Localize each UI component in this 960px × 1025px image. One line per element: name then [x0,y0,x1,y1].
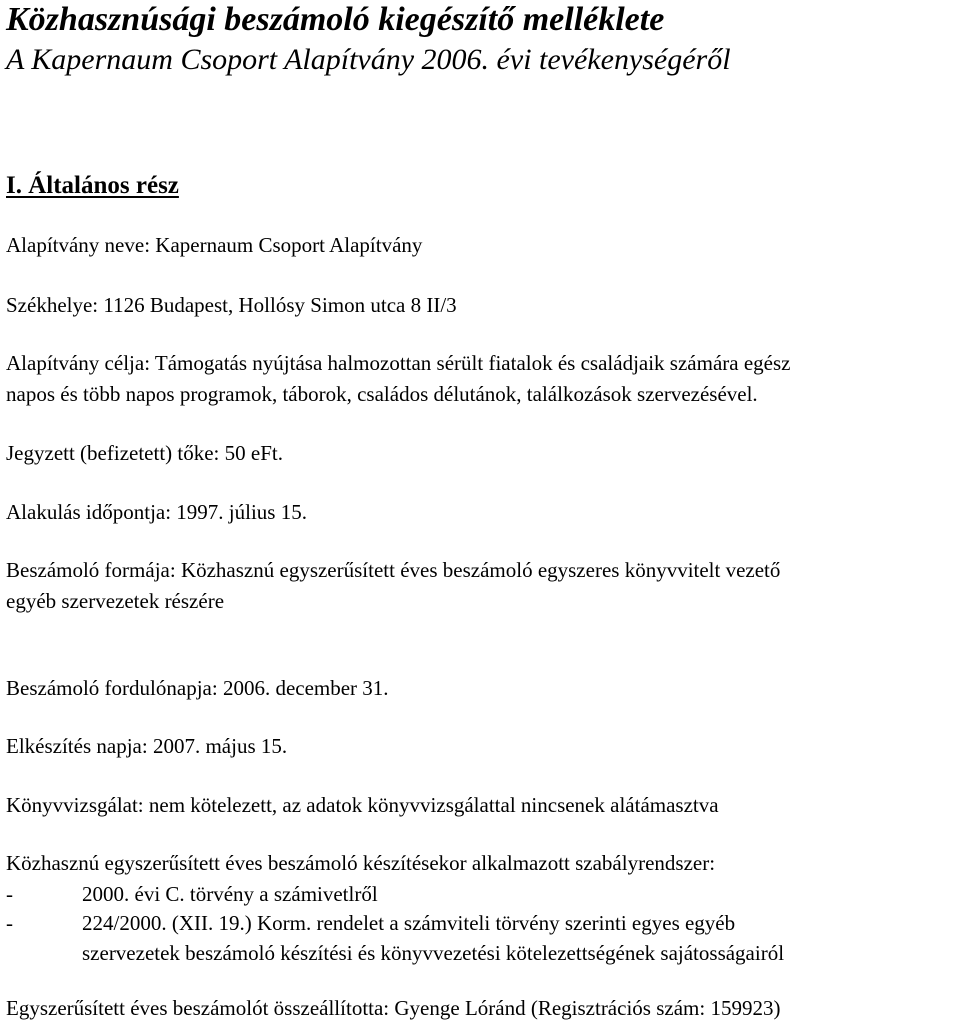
compiled-by: Egyszerűsített éves beszámolót összeállította: Gyenge Lóránd (Regisztrációs szám: 159923) [6,996,781,1020]
registered-capital: Jegyzett (befizetett) tőke: 50 eFt. [6,441,283,465]
list-item-text: 2000. évi C. törvény a számivetlről [82,882,378,906]
founding-date: Alakulás időpontja: 1997. július 15. [6,500,307,524]
audit-statement: Könyvvizsgálat: nem kötelezett, az adatok könyvvizsgálattal nincsenek alátámasztva [6,793,719,817]
list-dash: - [6,882,13,906]
section-heading-general: I. Általános rész [6,172,179,199]
list-item-text: 224/2000. (XII. 19.) Korm. rendelet a számviteli törvény szerinti egyes egyéb [82,911,736,935]
list-item [6,881,378,907]
foundation-name: Alapítvány neve: Kapernaum Csoport Alapítvány [6,233,423,257]
foundation-seat: Székhelye: 1126 Budapest, Hollósy Simon utca 8 II/3 [6,293,457,317]
rules-intro: Közhasznú egyszerűsített éves beszámoló készítésekor alkalmazott szabályrendszer: [6,851,716,875]
list-item [6,910,735,936]
document-title: Közhasznúsági beszámoló kiegészítő melléklete [6,1,665,38]
list-dash: - [6,911,13,935]
preparation-date: Elkészítés napja: 2007. május 15. [6,734,288,758]
report-form-line-1: Beszámoló formája: Közhasznú egyszerűsített éves beszámoló egyszeres könyvvitelt vezető [6,558,781,582]
report-form-line-2: egyéb szervezetek részére [6,589,225,613]
foundation-purpose-line-2: napos és több napos programok, táborok, családos délutánok, találkozások szervezésével. [6,382,758,406]
foundation-purpose-line-1: Alapítvány célja: Támogatás nyújtása halmozottan sérült fiatalok és családjaik számára egész [6,351,791,375]
balance-sheet-date: Beszámoló fordulónapja: 2006. december 31. [6,676,389,700]
list-item-continuation: szervezetek beszámoló készítési és könyvvezetési kötelezettségének sajátosságairól [82,941,785,965]
document-subtitle: A Kapernaum Csoport Alapítvány 2006. évi tevékenységéről [6,43,731,76]
